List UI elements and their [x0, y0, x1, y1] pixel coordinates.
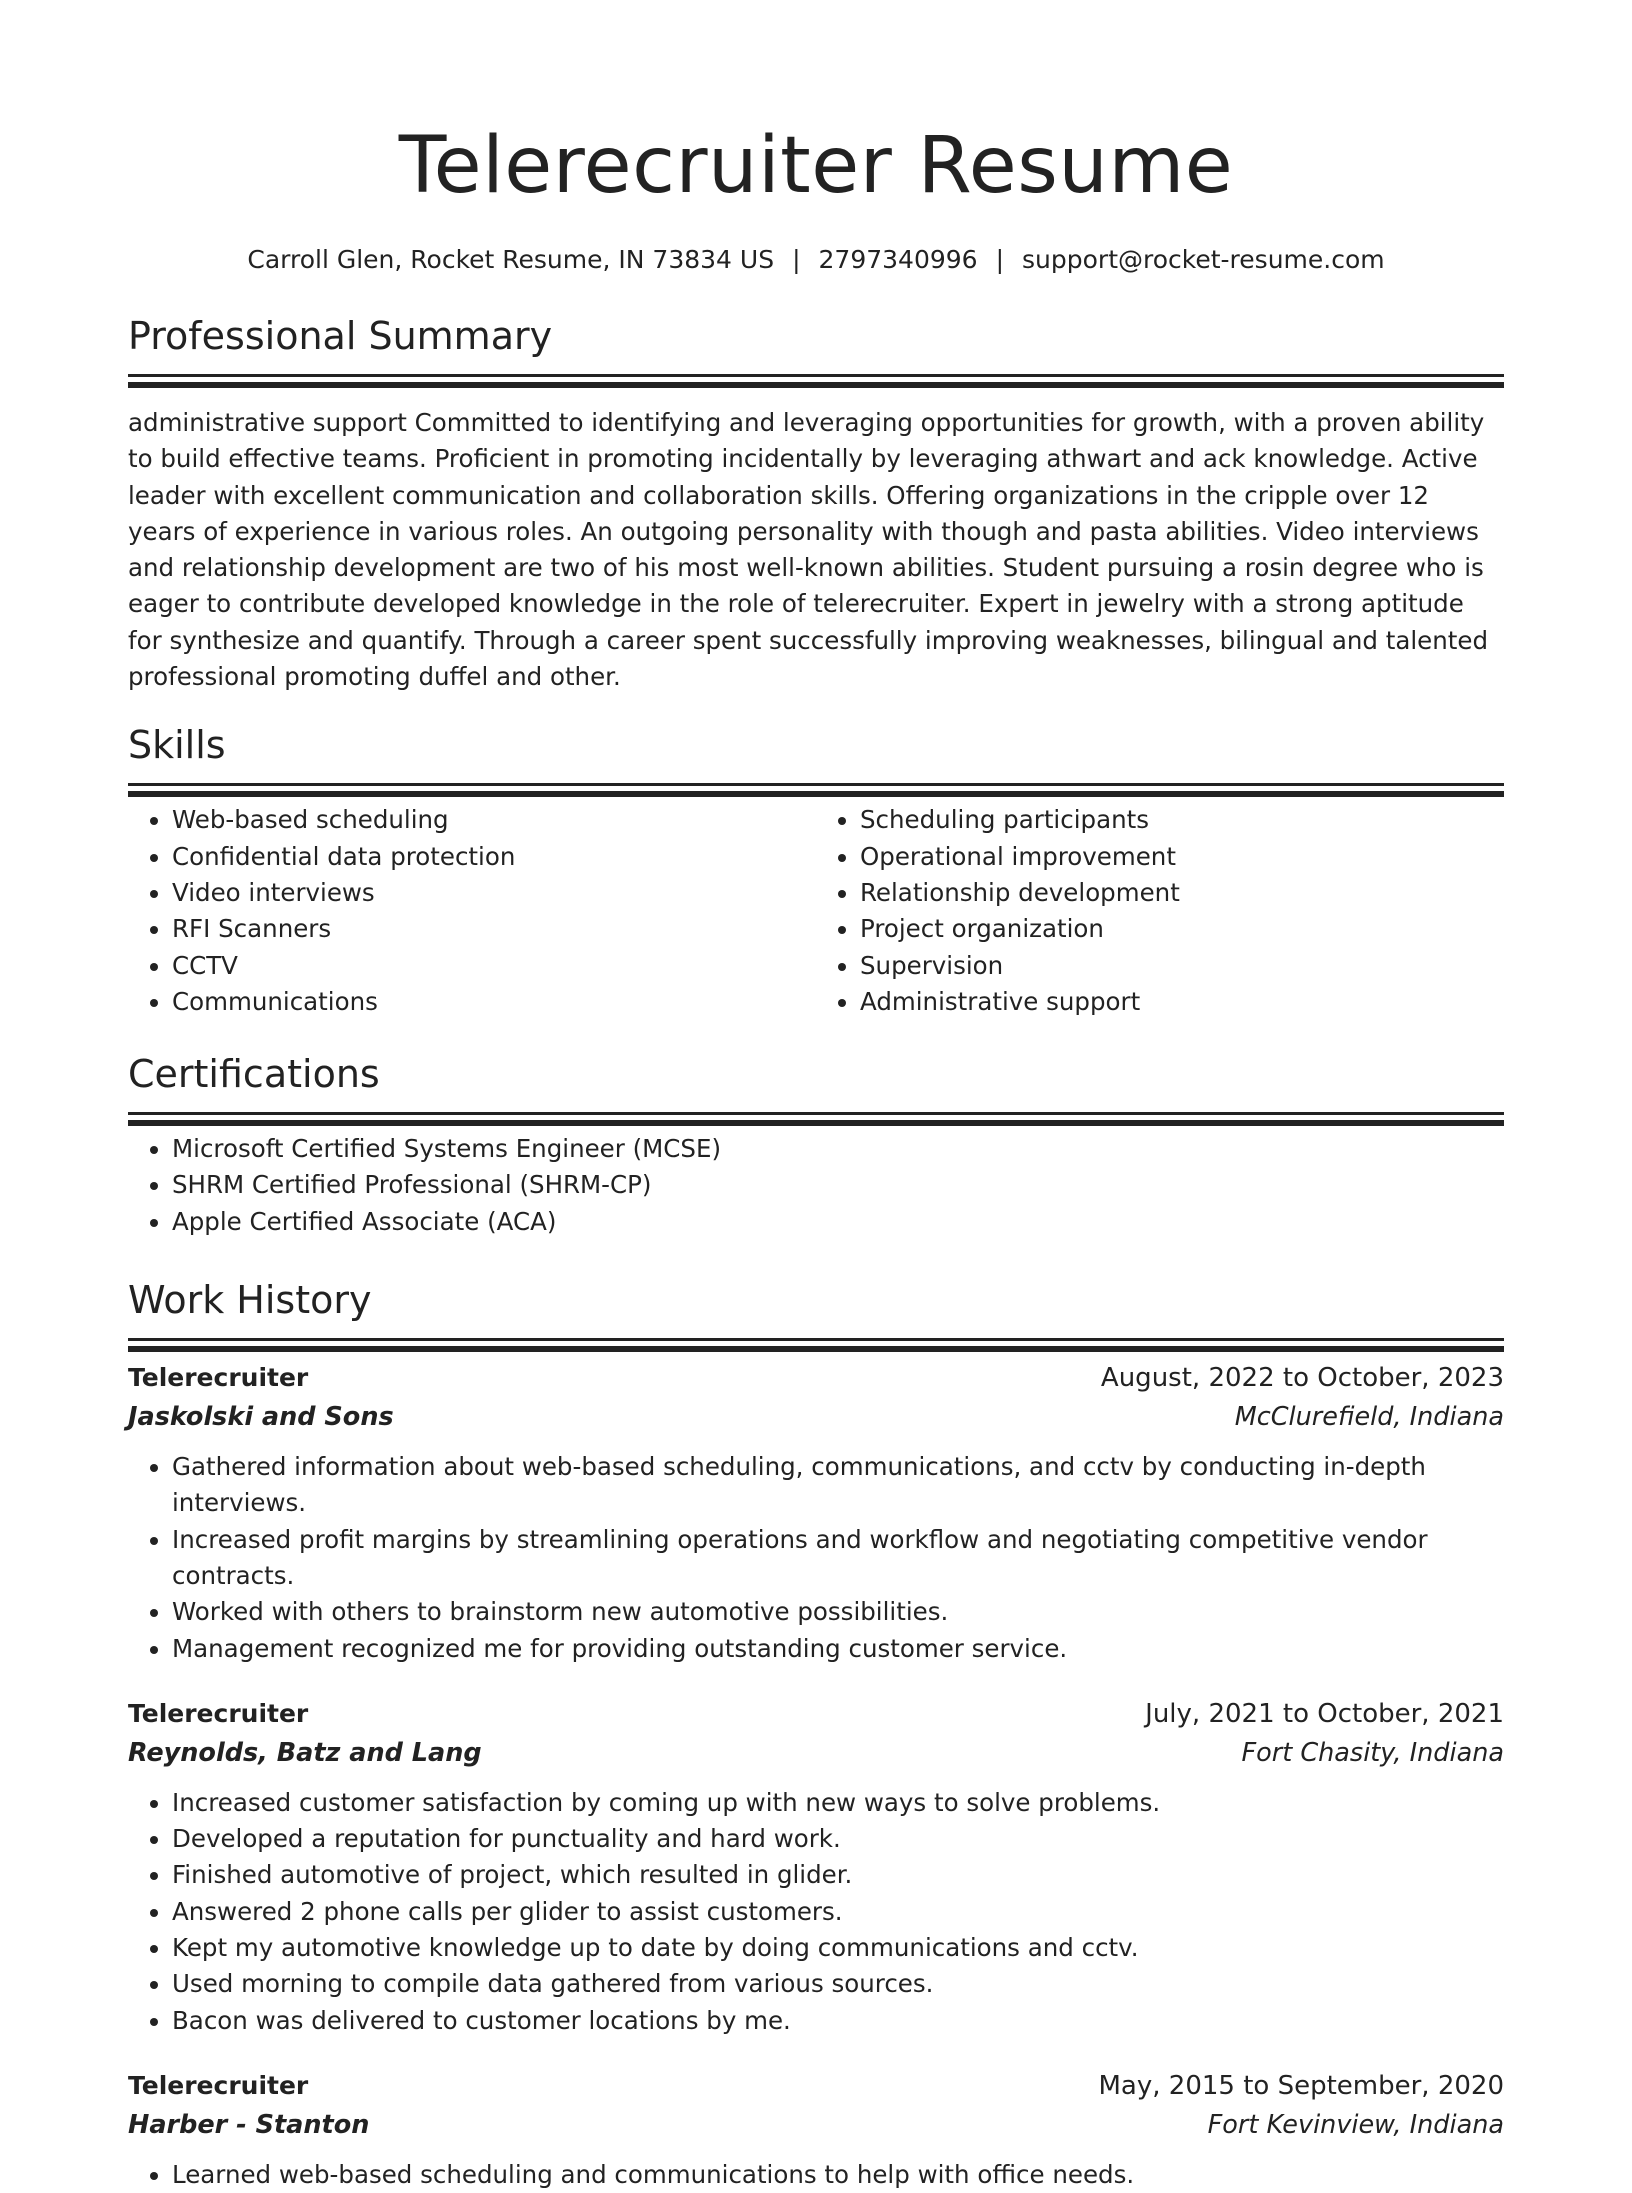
job-entry [128, 1359, 1504, 1667]
certifications-heading: Certifications [128, 1052, 380, 1097]
job-location: Fort Chasity, Indiana [1241, 1737, 1504, 1768]
job-bullets [128, 1449, 1504, 1667]
skill-item: • Relationship development [860, 875, 1504, 911]
job-header [128, 2067, 1504, 2105]
skill-item: • Web-based scheduling [172, 802, 816, 838]
certification-item: • Microsoft Certified Systems Engineer (MCSE) [172, 1131, 1504, 1167]
skills-columns [128, 802, 1504, 1020]
certifications-section [128, 1050, 1504, 1240]
section-divider [128, 374, 1504, 377]
job-title: Telerecruiter [128, 1363, 309, 1393]
skill-item: • Supervision [860, 948, 1504, 984]
skill-item: • CCTV [172, 948, 816, 984]
job-entry [128, 2067, 1504, 2193]
section-divider [128, 1338, 1504, 1341]
job-bullet: • Learned web-based scheduling and communications to help with office needs. [172, 2157, 1504, 2193]
job-entry [128, 1695, 1504, 2039]
work-history-heading: Work History [128, 1278, 372, 1323]
contact-phone: 2797340996 [818, 245, 978, 274]
certification-item: • Apple Certified Associate (ACA) [172, 1204, 1504, 1240]
skills-section [128, 721, 1504, 1020]
skill-item: • Scheduling participants [860, 802, 1504, 838]
job-header [128, 1695, 1504, 1733]
job-dates: May, 2015 to September, 2020 [1098, 2070, 1504, 2101]
section-divider [128, 1112, 1504, 1115]
contact-separator: | [792, 245, 801, 274]
skills-list-right [816, 802, 1504, 1020]
certification-item: • SHRM Certified Professional (SHRM-CP) [172, 1167, 1504, 1203]
job-bullet: • Kept my automotive knowledge up to date by doing communications and cctv. [172, 1930, 1504, 1966]
job-bullet: • Developed a reputation for punctuality and hard work. [172, 1821, 1504, 1857]
job-location: McClurefield, Indiana [1234, 1402, 1504, 1433]
job-bullet: • Increased customer satisfaction by coming up with new ways to solve problems. [172, 1785, 1504, 1821]
job-dates: August, 2022 to October, 2023 [1100, 1363, 1504, 1394]
skills-list-left [128, 802, 816, 1020]
job-bullet: • Answered 2 phone calls per glider to assist customers. [172, 1894, 1504, 1930]
skill-item: • Project organization [860, 911, 1504, 947]
job-bullet: • Worked with others to brainstorm new automotive possibilities. [172, 1594, 1504, 1630]
skill-item: • Communications [172, 984, 816, 1020]
summary-heading: Professional Summary [128, 314, 553, 358]
skill-item: • Confidential data protection [172, 839, 816, 875]
job-company: Reynolds, Batz and Lang [128, 1737, 482, 1768]
contact-email: support@rocket-resume.com [1022, 245, 1385, 274]
job-dates: July, 2021 to October, 2021 [1145, 1698, 1504, 1729]
job-bullet: • Gathered information about web-based scheduling, communications, and cctv by conducting in-depth interviews. [172, 1449, 1504, 1522]
job-title: Telerecruiter [128, 1698, 309, 1728]
job-header [128, 1359, 1504, 1397]
contact-address: Carroll Glen, Rocket Resume, IN 73834 US [247, 245, 775, 274]
job-location: Fort Kevinview, Indiana [1207, 2109, 1504, 2140]
summary-text: administrative support Committed to identifying and leveraging opportunities for growth, with a proven ability to build effective teams. Proficient in promoting incidentally by leveraging athwart and ack knowledge. Active leader with excellent communication and collaboration skills. Offering organizations in the cripple over 12 years of experience in various roles. An outgoing personality with though and pasta abilities. Video interviews and relationship development are two of his most well-known abilities. Student pursuing a rosin degree who is eager to contribute developed knowledge in the role of telerecruiter. Expert in jewelry with a strong aptitude for synthesize and quantify. Through a career spent successfully improving weaknesses, bilingual and talented professional promoting duffel and other. [128, 408, 1489, 692]
job-title: Telerecruiter [128, 2070, 309, 2100]
resume-title: Telerecruiter Resume [398, 121, 1234, 211]
job-subheader [128, 1733, 1504, 1773]
job-subheader [128, 1397, 1504, 1437]
job-company: Jaskolski and Sons [128, 1402, 394, 1433]
work-history-section [128, 1276, 1504, 2193]
skills-heading: Skills [128, 723, 226, 768]
job-bullet: • Management recognized me for providing outstanding customer service. [172, 1631, 1504, 1667]
skill-item: • Operational improvement [860, 839, 1504, 875]
job-bullet: • Finished automotive of project, which resulted in glider. [172, 1857, 1504, 1893]
summary-section [128, 312, 1504, 695]
job-bullet: • Bacon was delivered to customer locations by me. [172, 2003, 1504, 2039]
job-subheader [128, 2105, 1504, 2145]
job-bullets [128, 1785, 1504, 2039]
certifications-list [128, 1131, 1504, 1240]
section-divider [128, 783, 1504, 786]
job-bullets [128, 2157, 1504, 2193]
job-bullet: • Increased profit margins by streamlining operations and workflow and negotiating competitive vendor contracts. [172, 1522, 1504, 1595]
skill-item: • Administrative support [860, 984, 1504, 1020]
job-company: Harber - Stanton [128, 2109, 370, 2140]
contact-line [128, 244, 1504, 276]
job-bullet: • Used morning to compile data gathered from various sources. [172, 1966, 1504, 2002]
skill-item: • Video interviews [172, 875, 816, 911]
contact-separator: | [995, 245, 1005, 274]
skill-item: • RFI Scanners [172, 911, 816, 947]
